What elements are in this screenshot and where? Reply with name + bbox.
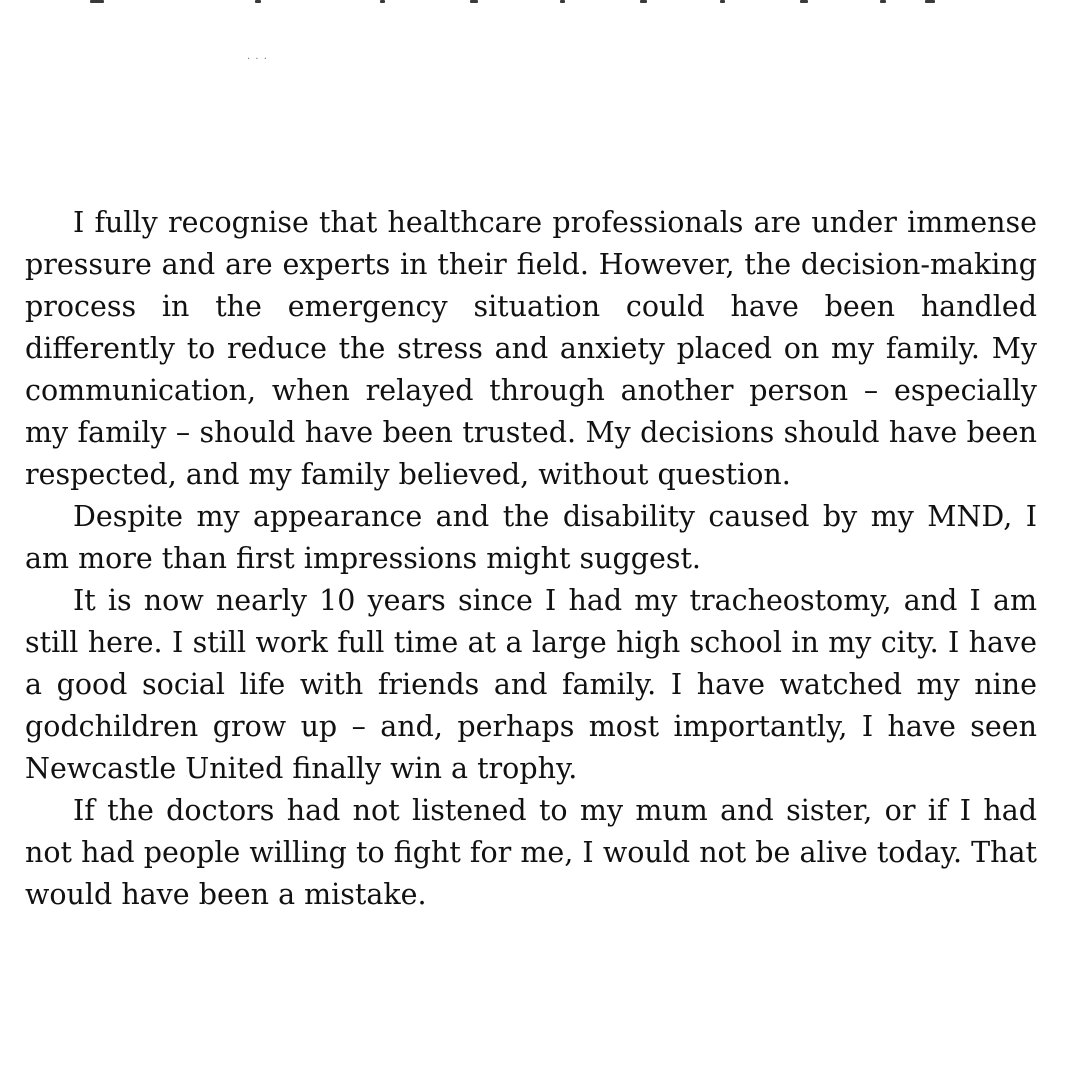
paragraph-1: I fully recognise that healthcare professionals are under immense pressure and are experts in their field. However, the decision-making process in the emergency situation could have been handled differently to reduce the stress and anxiety placed on my family. My communication, when relayed through another person – especially my family – should have been trusted. My decisions should have been respected, and my family believed, without question. — [25, 206, 1037, 491]
page-speck: · · · — [247, 54, 268, 65]
paragraph-4: If the doctors had not listened to my mum and sister, or if I had not had people willing to fight for me, I would not be alive today. That would have been a mistake. — [25, 794, 1037, 911]
paragraph-3: It is now nearly 10 years since I had my tracheostomy, and I am still here. I still work full time at a large high school in my city. I have a good social life with friends and family. I have watched my nine godchildren grow up – and, perhaps most importantly, I have seen Newcastle United finally win a trophy. — [25, 584, 1037, 785]
body-text — [25, 202, 1037, 916]
paragraph-2: Despite my appearance and the disability caused by my MND, I am more than first impressions might suggest. — [25, 500, 1037, 575]
previous-page-bleed-through — [0, 0, 1080, 8]
